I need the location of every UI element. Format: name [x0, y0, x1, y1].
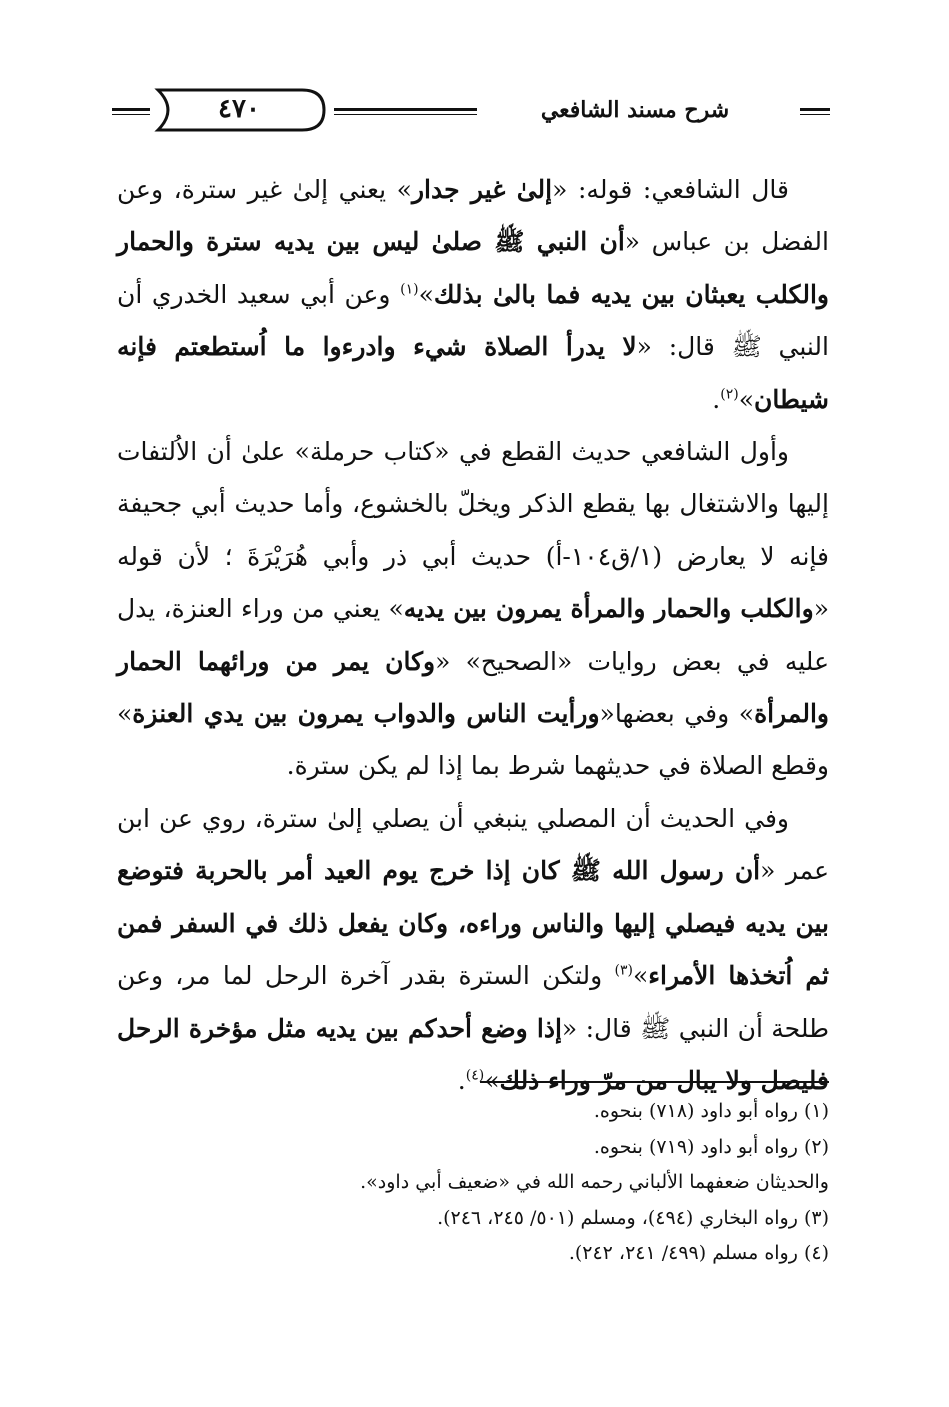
body-text-run: »	[632, 961, 649, 991]
body-text-run: »	[738, 384, 755, 414]
hadith-quote: إلىٰ غير جدار	[411, 175, 553, 204]
page-number: ٤٧٠	[218, 94, 260, 124]
footnote-ref: (٢)	[720, 386, 739, 403]
footnote-4: (٤) رواه مسلم (٤٩٩/ ٢٤١، ٢٤٢).	[568, 1242, 829, 1265]
footnotes	[117, 1094, 829, 1272]
body-text-run: .	[457, 1065, 466, 1095]
body-text-run: وعن أبي سعيد الخدري أن النبي ﷺ قال: «	[117, 279, 829, 362]
footnote-ref: (١)	[400, 281, 419, 298]
header-rule-left	[112, 108, 150, 115]
body-text-run: » يعني إلىٰ غير سترة، وعن الفضل بن عباس «	[117, 175, 829, 257]
hadith-quote: والكلب والحمار والمرأة يمرون بين يديه	[403, 594, 814, 624]
body-text-run: وفي الحديث أن المصلي ينبغي أن يصلي إلىٰ سترة، روي عن ابن عمر «	[117, 803, 830, 886]
header-rule-right	[800, 108, 830, 115]
body-text-run: »	[484, 1065, 500, 1095]
running-header	[112, 86, 830, 136]
hadith-quote: وكان يمر من ورائهما الحمار والمرأة	[117, 646, 829, 729]
footnote-2: (٢) رواه أبو داود (٧١٩) بنحوه.	[593, 1135, 829, 1158]
body-text-run: »	[418, 279, 434, 309]
hadith-quote: أن رسول الله ﷺ كان إذا خرج يوم العيد أمر بالحربة فتوضع بين يديه فيصلي إليها والناس وراءه، وكان يفعل ذلك في السفر فمن ثم اُتخذها الأمراء	[117, 856, 829, 991]
hadith-quote: أن النبي ﷺ صلىٰ ليس بين يديه سترة والحمار والكلب يعبثان بين يديه فما بالىٰ بذلك	[117, 227, 829, 309]
header-title: شرح مسند الشافعي	[540, 97, 730, 123]
footnote-separator	[480, 1081, 829, 1083]
paragraph-2	[117, 426, 829, 793]
body-text-run: » يعني من وراء العنزة، يدل عليه في بعض روايات «الصحيح» «	[117, 594, 829, 676]
paragraph-1	[117, 164, 829, 426]
hadith-quote: إذا وضع أحدكم بين يديه مثل مؤخرة الرحل فليصل ولا يبال من مرّ وراء ذلك	[117, 1013, 829, 1095]
footnote-3: (٣) رواه البخاري (٤٩٤)، ومسلم (٥٠١/ ٢٤٥، ٢٤٦).	[437, 1206, 829, 1229]
body-text-run: ولتكن السترة بقدر آخرة الرحل لما مر، وعن طلحة أن النبي ﷺ قال: «	[117, 961, 829, 1043]
hadith-quote: ورأيت الناس والدواب يمرون بين يدي العنزة	[132, 699, 600, 729]
footnote-2-note: والحديثان ضعفهما الألباني رحمه الله في «ضعيف أبي داود».	[360, 1171, 829, 1194]
footnote-ref: (٤)	[465, 1067, 485, 1084]
body-text-run: وأول الشافعي حديث القطع في «كتاب حرملة» علىٰ أن الاُلتفات إليها والاشتغال بها يقطع الذكر ويخلّ بالخشوع، وأما حديث أبي جحيفة فإنه لا يعارض (١/ق١٠٤-أ) حديث أبي ذر وأبي هُرَيْرَةَ ؛ لأن قوله «	[117, 437, 829, 624]
body-text-run: قال الشافعي: قوله: «	[552, 175, 789, 204]
paragraph-3	[117, 793, 829, 1107]
header-rule-middle	[334, 108, 477, 115]
body-text-run: » وقطع الصلاة في حديثهما شرط بما إذا لم يكن سترة.	[117, 699, 829, 781]
body-text-run: » وفي بعضها«	[599, 699, 755, 729]
footnote-ref: (٣)	[614, 962, 633, 979]
main-text	[117, 164, 829, 1107]
hadith-quote: لا يدرأ الصلاة شيء وادرءوا ما اُستطعتم فإنه شيطان	[117, 332, 829, 414]
body-text-run: .	[712, 384, 721, 414]
footnote-1: (١) رواه أبو داود (٧١٨) بنحوه.	[593, 1100, 829, 1122]
